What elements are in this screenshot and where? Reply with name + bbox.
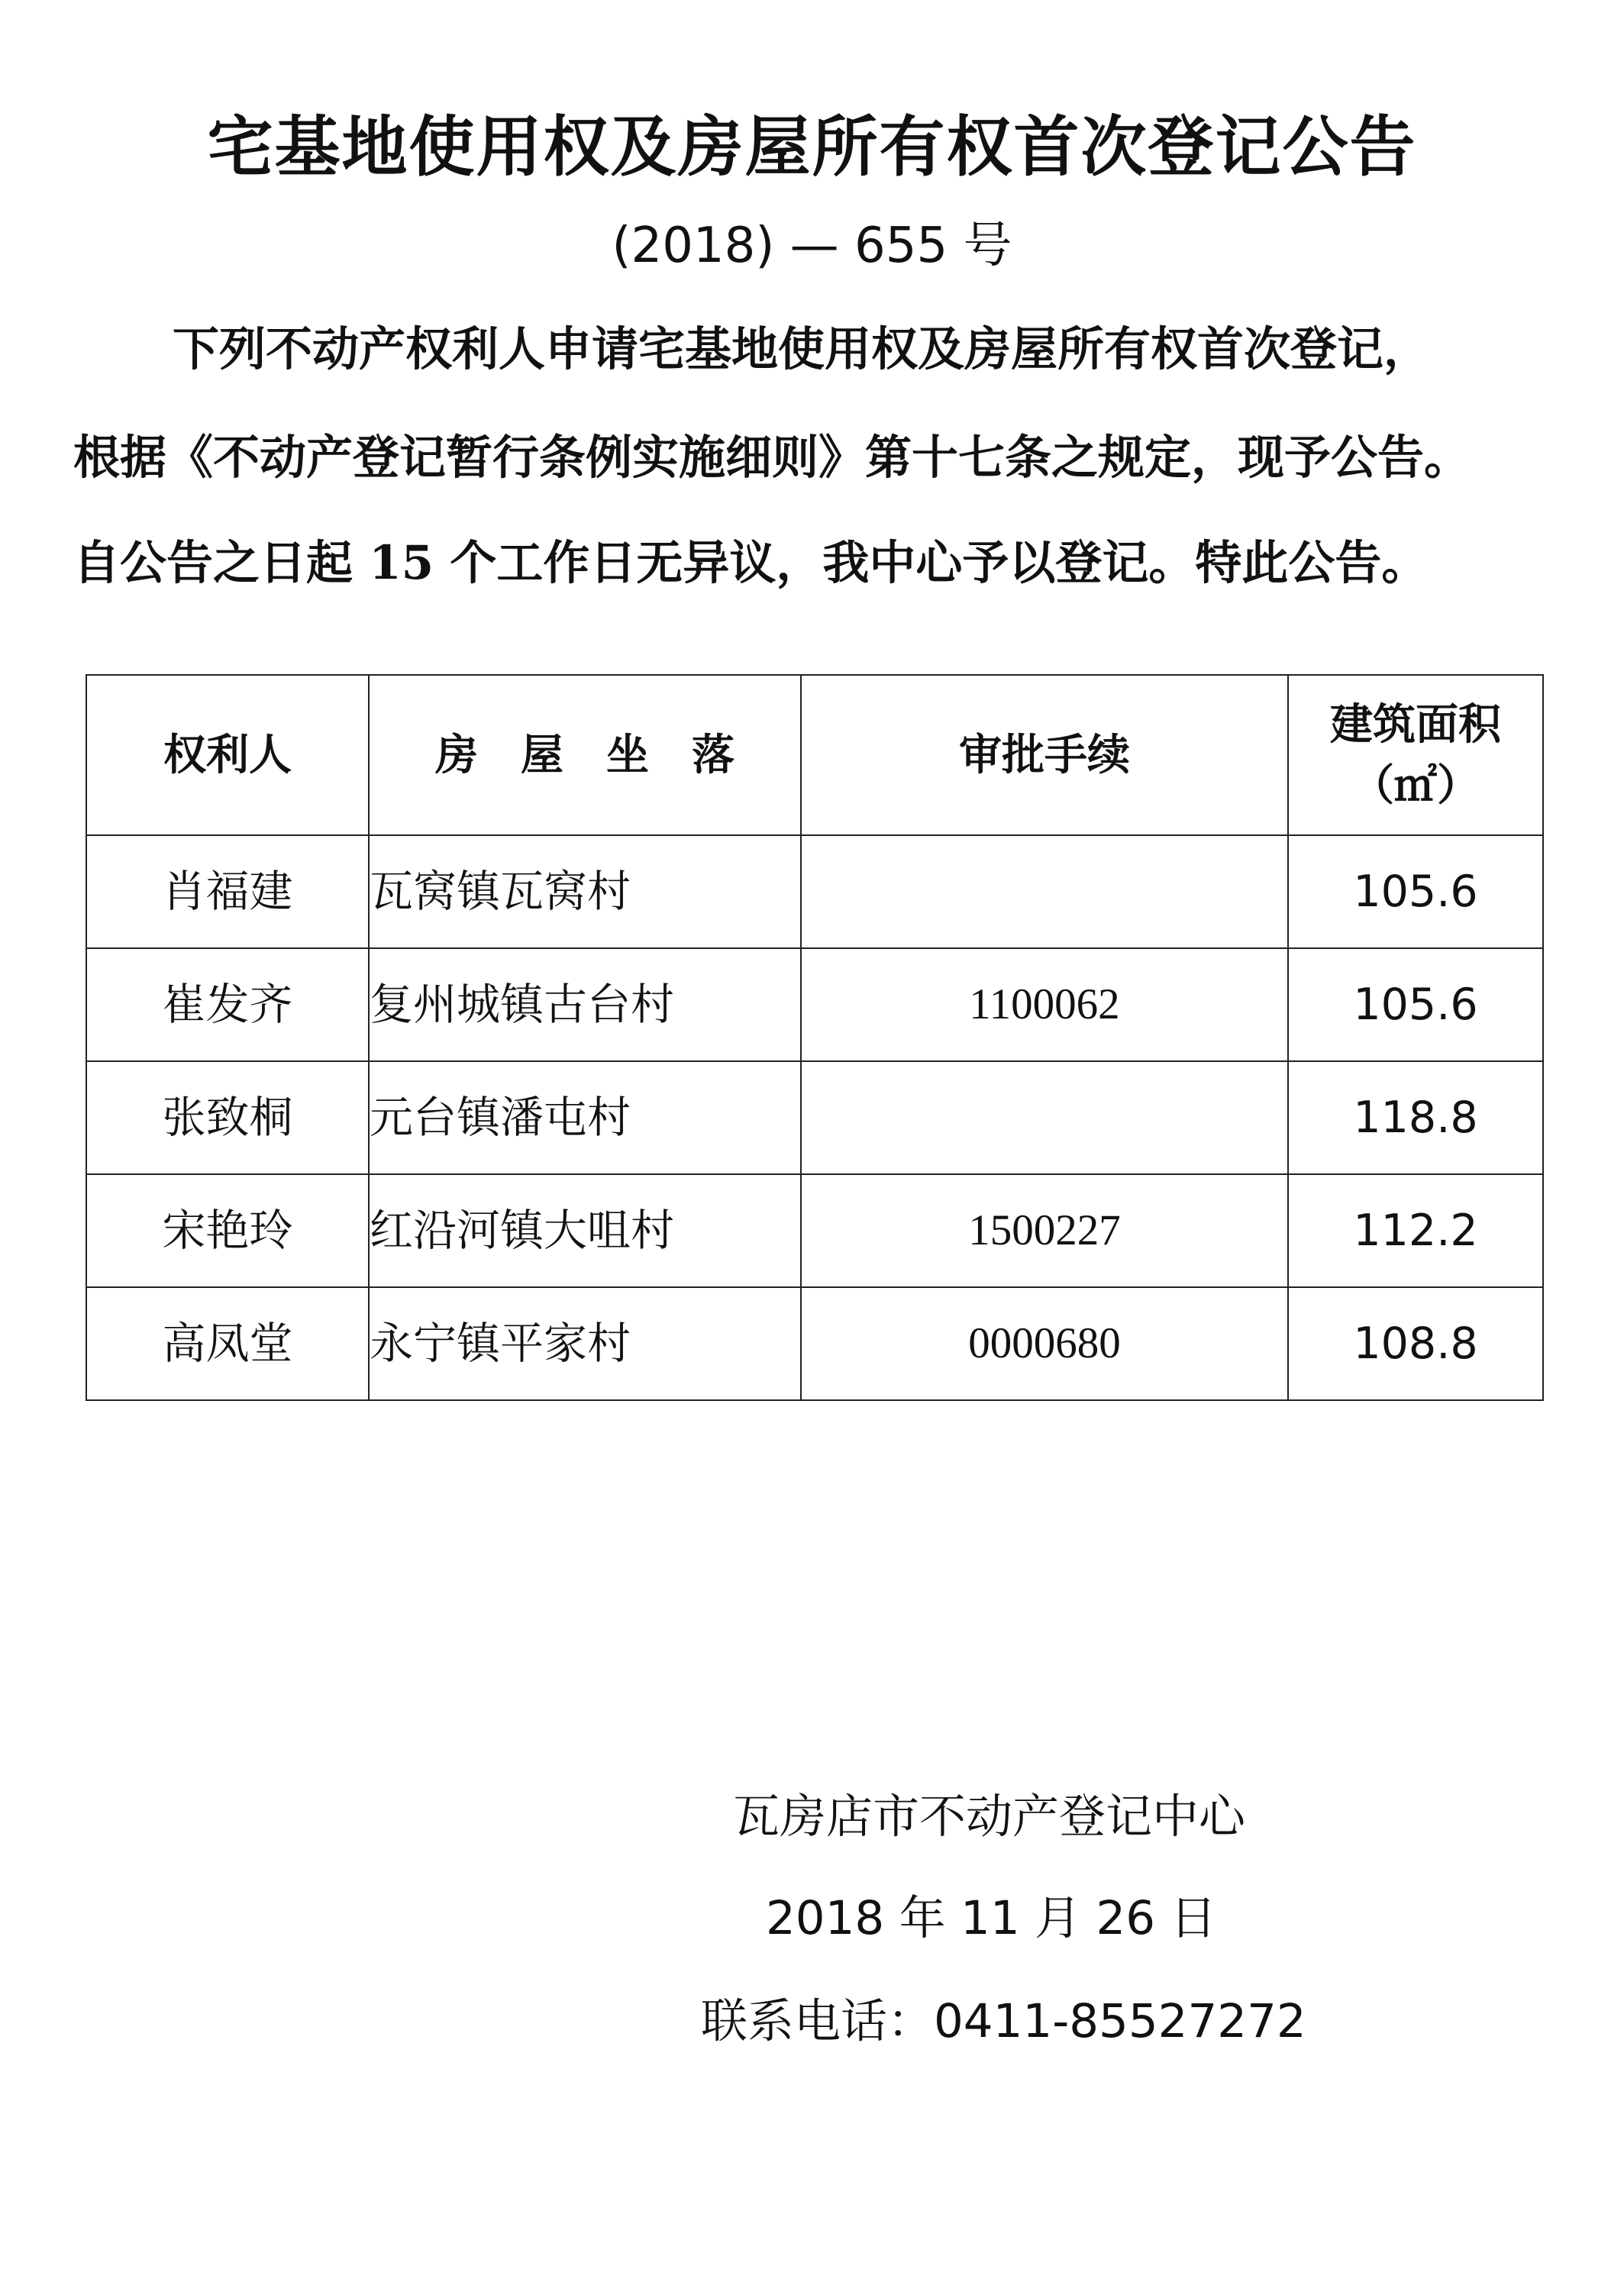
location-cell: 元台镇潘屯村 (369, 1061, 801, 1174)
approval-cell (801, 835, 1288, 948)
owner-cell: 张致桐 (86, 1061, 369, 1174)
header-area (1288, 675, 1543, 835)
header-area-line-2: （㎡） (1351, 760, 1480, 811)
notice-paragraph-line-1: 下列不动产权利人申请宅基地使用权及房屋所有权首次登记， (173, 322, 1431, 376)
location-cell: 红沿河镇大咀村 (369, 1174, 801, 1287)
location-cell: 瓦窝镇瓦窝村 (369, 835, 801, 948)
table-row (86, 948, 1543, 1061)
issue-date: 2018 年 11 月 26 日 (766, 1891, 1217, 1945)
owner-cell: 高凤堂 (86, 1287, 369, 1400)
notice-title: 宅基地使用权及房屋所有权首次登记公告 (207, 109, 1417, 186)
notice-paragraph-line-3: 自公告之日起 15 个工作日无异议，我中心予以登记。特此公告。 (73, 536, 1429, 590)
owner-cell: 肖福建 (86, 835, 369, 948)
area-cell: 105.6 (1288, 835, 1543, 948)
location-cell: 永宁镇平家村 (369, 1287, 801, 1400)
notice-paragraph-line-2: 根据《不动产登记暂行条例实施细则》第十七条之规定，现予公告。 (73, 431, 1471, 485)
owner-cell: 崔发齐 (86, 948, 369, 1061)
notice-number: (2018) — 655 号 (612, 218, 1012, 274)
owner-cell: 宋艳玲 (86, 1174, 369, 1287)
table-row (86, 1174, 1543, 1287)
approval-cell: 1100062 (801, 948, 1288, 1061)
header-area-line-1: 建筑面积 (1330, 699, 1501, 750)
header-owner: 权利人 (86, 675, 369, 835)
table-header-row (86, 675, 1543, 835)
area-cell: 112.2 (1288, 1174, 1543, 1287)
header-location: 房 屋 坐 落 (369, 675, 801, 835)
location-cell: 复州城镇古台村 (369, 948, 801, 1061)
approval-cell: 1500227 (801, 1174, 1288, 1287)
area-cell: 105.6 (1288, 948, 1543, 1061)
area-cell: 118.8 (1288, 1061, 1543, 1174)
contact-phone: 联系电话：0411-85527272 (701, 1994, 1306, 2048)
registration-table (86, 674, 1544, 1401)
table-row (86, 835, 1543, 948)
issuer-name: 瓦房店市不动产登记中心 (733, 1790, 1246, 1844)
approval-cell (801, 1061, 1288, 1174)
area-cell: 108.8 (1288, 1287, 1543, 1400)
table-row (86, 1287, 1543, 1400)
header-approval: 审批手续 (801, 675, 1288, 835)
approval-cell: 0000680 (801, 1287, 1288, 1400)
table-row (86, 1061, 1543, 1174)
